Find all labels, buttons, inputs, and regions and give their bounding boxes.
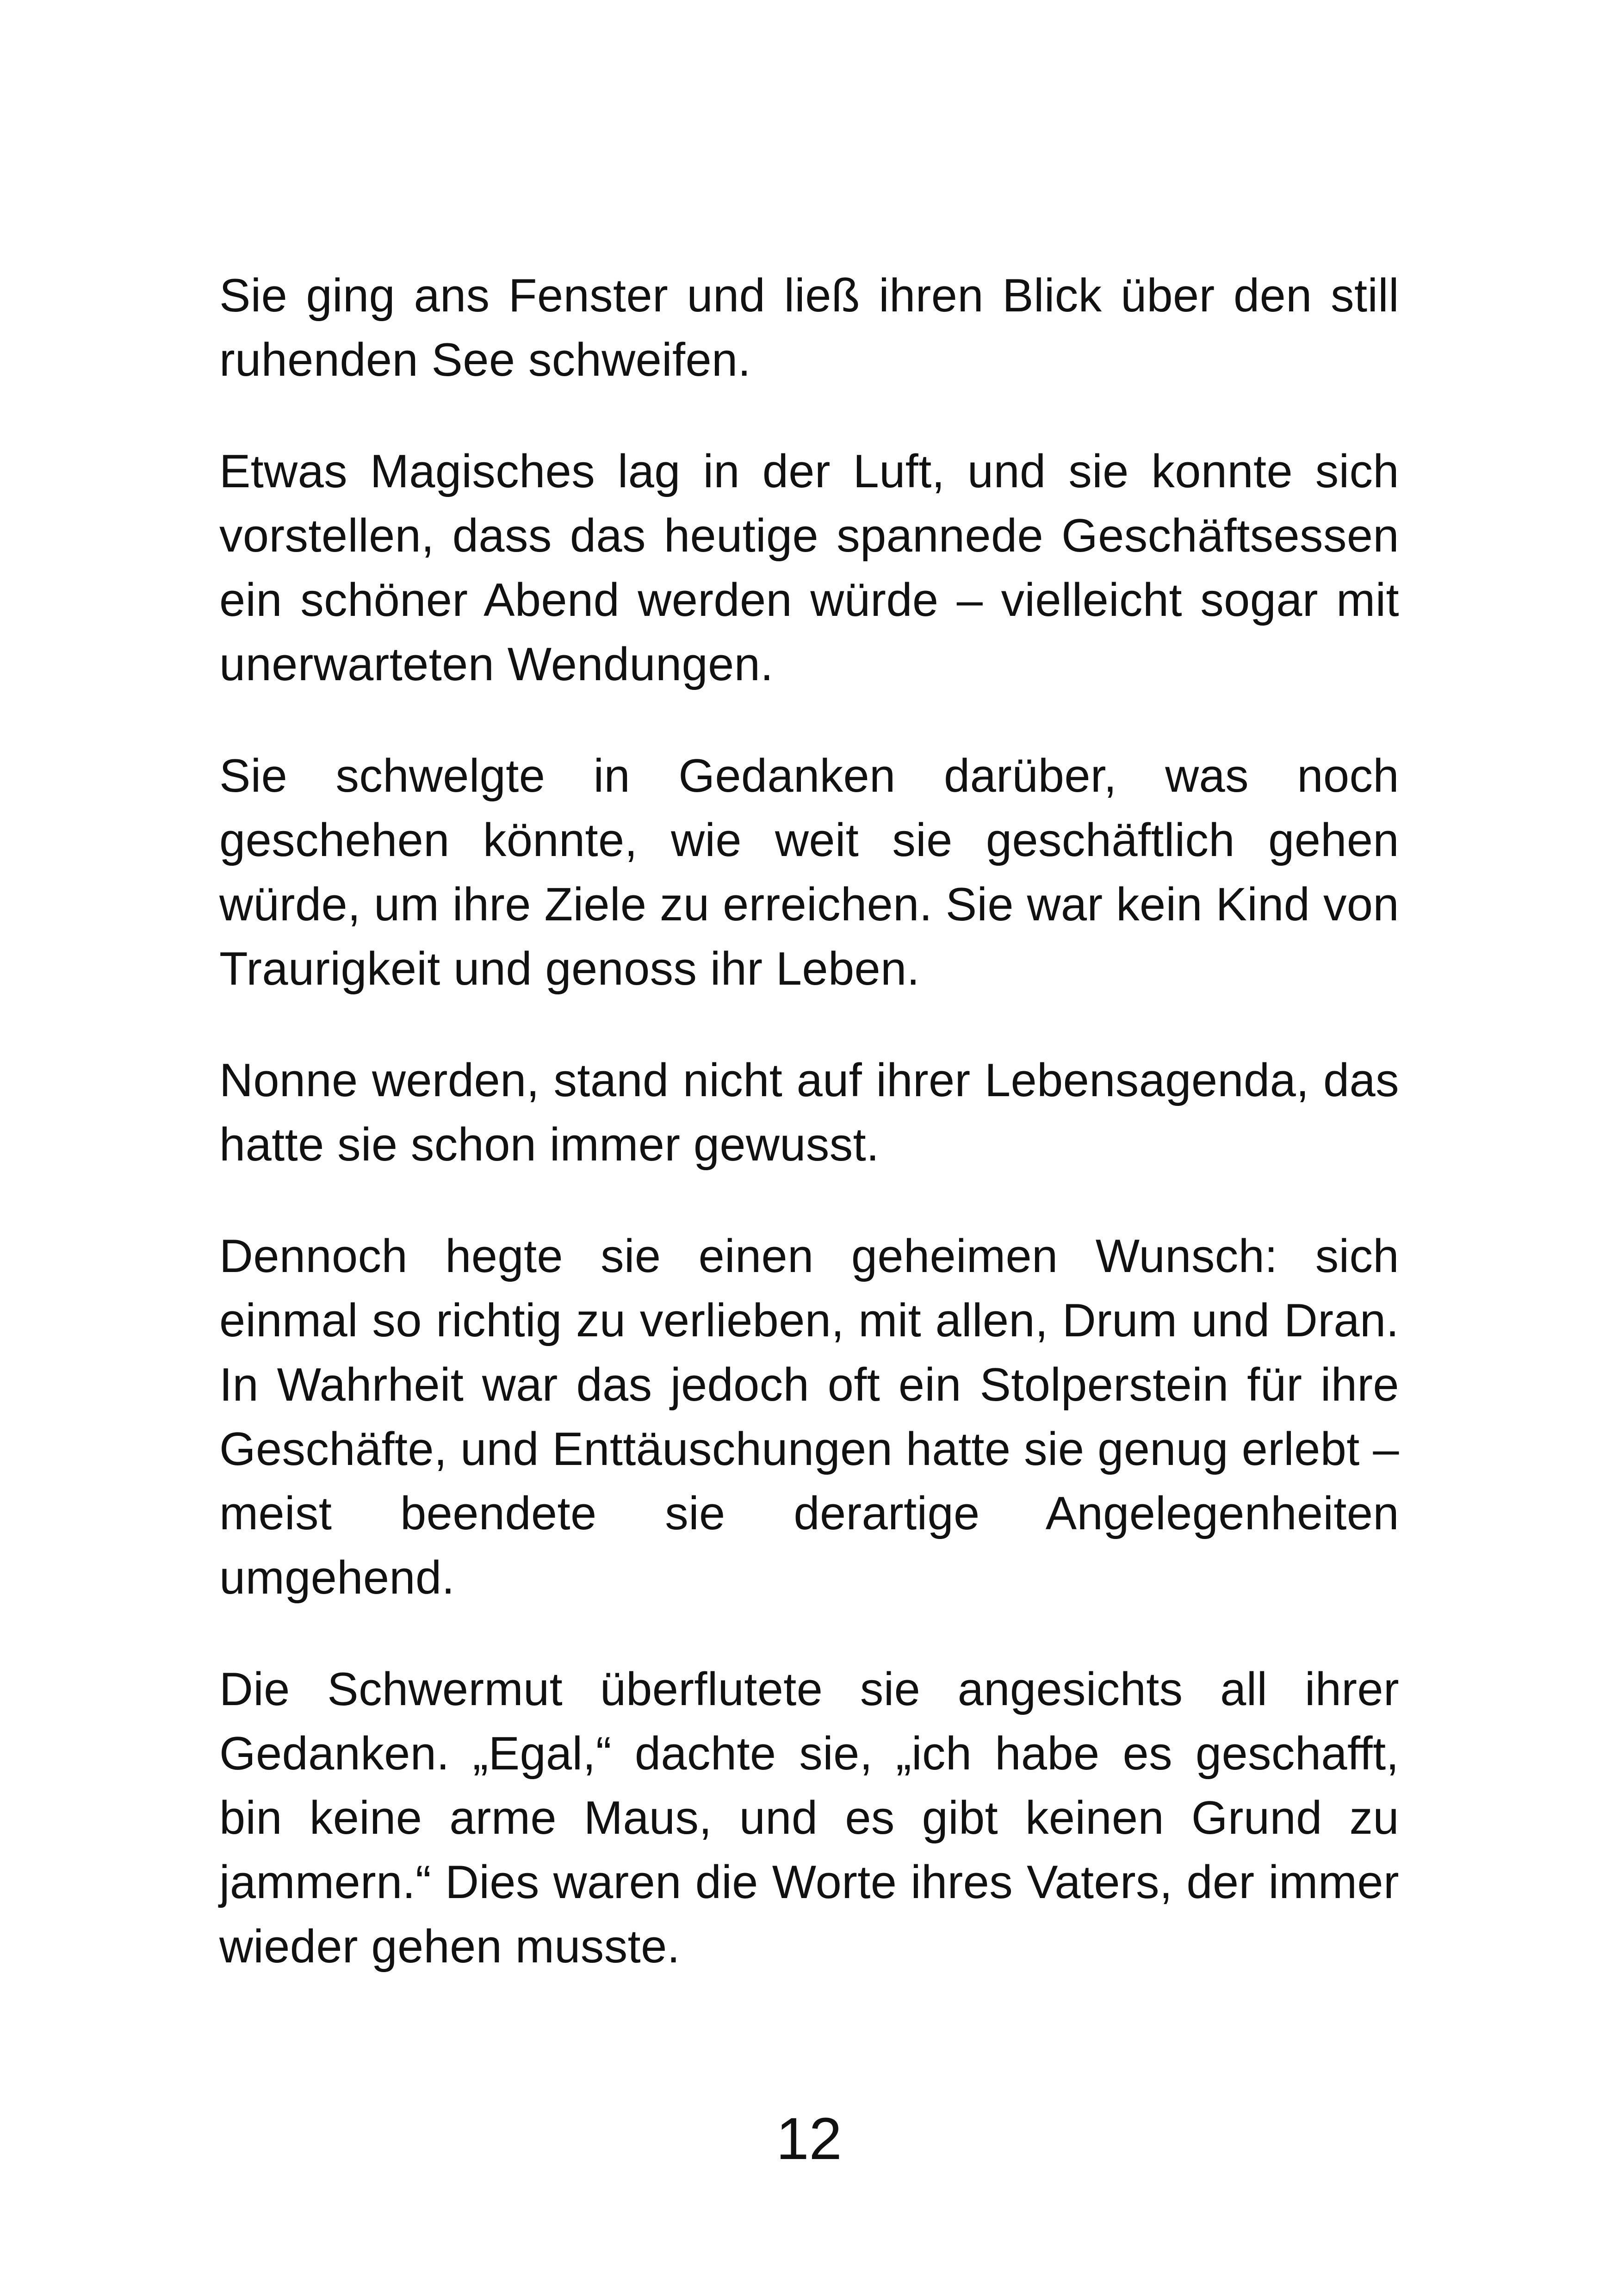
body-text (219, 264, 1399, 2026)
paragraph: Die Schwermut überflutete sie angesichts all ihrer Gedanken. „Egal,“ dachte sie, „ich habe es geschafft, bin keine arme Maus, und es gibt keinen Grund zu jammern.“ Dies waren die Worte ihres Vaters, der immer wieder gehen musste. (219, 1663, 1399, 1973)
page-number: 12 (776, 2106, 842, 2172)
paragraph: Nonne werden, stand nicht auf ihrer Lebensagenda, das hatte sie schon immer gewusst. (219, 1055, 1399, 1171)
paragraph: Dennoch hegte sie einen geheimen Wunsch: sich einmal so richtig zu verlieben, mit allen, Drum und Dran. In Wahrheit war das jedoch oft ein Stolperstein für ihre Geschäfte, und Enttäuschungen hatte sie genug erlebt – meist beendete sie derartige Angelegenheiten umgehend. (219, 1230, 1399, 1604)
paragraph: Sie schwelgte in Gedanken darüber, was noch geschehen könnte, wie weit sie geschäftlich gehen würde, um ihre Ziele zu erreichen. Sie war kein Kind von Traurigkeit und genoss ihr Leben. (219, 750, 1399, 995)
paragraph: Etwas Magisches lag in der Luft, und sie konnte sich vorstellen, dass das heutige spannede Geschäftsessen ein schöner Abend werden würde – vielleicht sogar mit unerwarteten Wendungen. (219, 446, 1399, 690)
paragraph: Sie ging ans Fenster und ließ ihren Blick über den still ruhenden See schweifen. (219, 270, 1399, 386)
